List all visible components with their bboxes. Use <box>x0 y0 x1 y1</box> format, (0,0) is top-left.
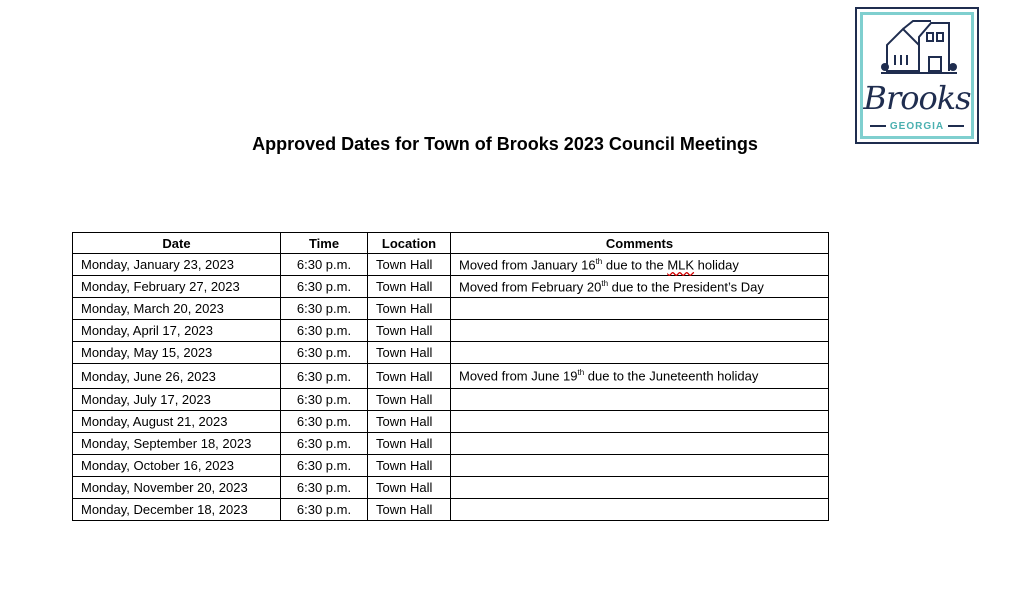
cell-time: 6:30 p.m. <box>281 433 368 455</box>
cell-time: 6:30 p.m. <box>281 276 368 298</box>
cell-location: Town Hall <box>368 276 451 298</box>
cell-location: Town Hall <box>368 433 451 455</box>
table-row <box>73 455 829 477</box>
cell-location: Town Hall <box>368 342 451 364</box>
superscript: th <box>601 278 609 288</box>
brooks-logo <box>855 7 979 144</box>
cell-comment: Moved from June 19th due to the Juneteenth holiday <box>451 364 829 389</box>
table-row <box>73 499 829 521</box>
cell-date: Monday, September 18, 2023 <box>73 433 281 455</box>
cell-comment <box>451 389 829 411</box>
table-row <box>73 477 829 499</box>
cell-comment <box>451 298 829 320</box>
table-row <box>73 276 829 298</box>
logo-subtitle <box>857 121 977 132</box>
cell-comment <box>451 455 829 477</box>
cell-date: Monday, November 20, 2023 <box>73 477 281 499</box>
cell-location: Town Hall <box>368 411 451 433</box>
table-row <box>73 433 829 455</box>
cell-date: Monday, February 27, 2023 <box>73 276 281 298</box>
cell-date: Monday, January 23, 2023 <box>73 254 281 276</box>
cell-location: Town Hall <box>368 298 451 320</box>
header-time: Time <box>281 233 368 254</box>
cell-date: Monday, October 16, 2023 <box>73 455 281 477</box>
cell-date: Monday, August 21, 2023 <box>73 411 281 433</box>
page-title: Approved Dates for Town of Brooks 2023 Council Meetings <box>252 134 758 154</box>
cell-time: 6:30 p.m. <box>281 298 368 320</box>
table-row <box>73 411 829 433</box>
cell-date: Monday, July 17, 2023 <box>73 389 281 411</box>
cell-time: 6:30 p.m. <box>281 499 368 521</box>
cell-time: 6:30 p.m. <box>281 455 368 477</box>
cell-location: Town Hall <box>368 254 451 276</box>
superscript: th <box>595 256 603 266</box>
table-row <box>73 320 829 342</box>
superscript: th <box>577 368 585 378</box>
cell-date: Monday, June 26, 2023 <box>73 364 281 389</box>
cell-comment <box>451 342 829 364</box>
logo-subtitle-text: GEORGIA <box>889 121 945 132</box>
cell-comment: Moved from February 20th due to the President’s Day <box>451 276 829 298</box>
table-row <box>73 298 829 320</box>
cell-date: Monday, December 18, 2023 <box>73 499 281 521</box>
cell-location: Town Hall <box>368 320 451 342</box>
header-comments: Comments <box>451 233 829 254</box>
cell-time: 6:30 p.m. <box>281 411 368 433</box>
table-header-row <box>73 233 829 254</box>
cell-comment <box>451 499 829 521</box>
cell-location: Town Hall <box>368 389 451 411</box>
meetings-table <box>72 232 829 521</box>
cell-date: Monday, April 17, 2023 <box>73 320 281 342</box>
cell-time: 6:30 p.m. <box>281 254 368 276</box>
cell-time: 6:30 p.m. <box>281 477 368 499</box>
cell-location: Town Hall <box>368 499 451 521</box>
cell-time: 6:30 p.m. <box>281 389 368 411</box>
cell-comment <box>451 411 829 433</box>
table-row <box>73 389 829 411</box>
header-date: Date <box>73 233 281 254</box>
cell-location: Town Hall <box>368 364 451 389</box>
cell-date: Monday, May 15, 2023 <box>73 342 281 364</box>
cell-comment: Moved from January 16th due to the MLK holiday <box>451 254 829 276</box>
cell-time: 6:30 p.m. <box>281 342 368 364</box>
logo-wordmark: Brooks <box>863 79 971 117</box>
header-location: Location <box>368 233 451 254</box>
cell-comment <box>451 433 829 455</box>
cell-time: 6:30 p.m. <box>281 320 368 342</box>
cell-location: Town Hall <box>368 477 451 499</box>
spellcheck-flagged-word: MLK <box>667 257 695 273</box>
cell-time: 6:30 p.m. <box>281 364 368 389</box>
cell-location: Town Hall <box>368 455 451 477</box>
cell-date: Monday, March 20, 2023 <box>73 298 281 320</box>
cell-comment <box>451 320 829 342</box>
cell-comment <box>451 477 829 499</box>
table-row <box>73 342 829 364</box>
table-row <box>73 364 829 389</box>
table-row <box>73 254 829 276</box>
